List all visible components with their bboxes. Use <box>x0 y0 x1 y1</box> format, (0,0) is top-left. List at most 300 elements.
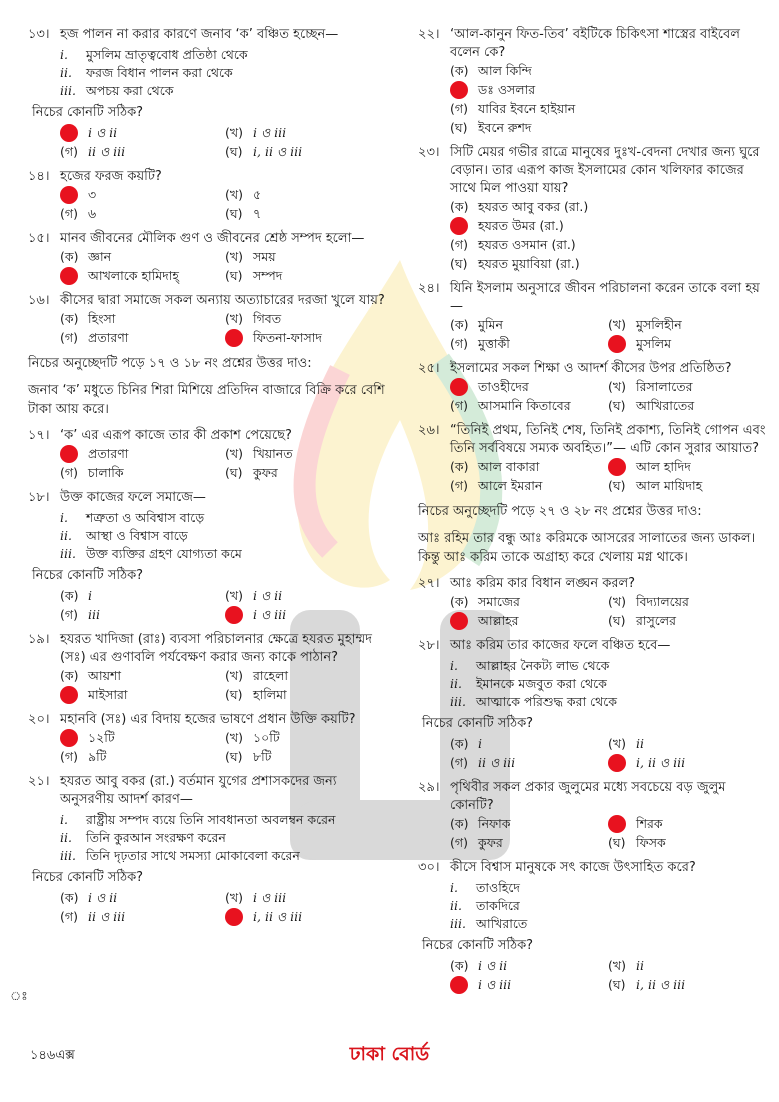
option-ka[interactable] <box>60 667 225 685</box>
option-text: জ্ঞান <box>88 249 112 264</box>
question-number: ২৮। <box>418 638 440 653</box>
question-19 <box>28 631 390 704</box>
statement-numeral: iii. <box>450 694 466 709</box>
question-number: ১৮। <box>28 490 50 505</box>
option-kha[interactable] <box>608 458 766 476</box>
statement-numeral: ii. <box>60 830 72 845</box>
question-text: মহানবি (সঃ) এর বিদায় হজের ভাষণে প্রধান উক্তি কয়টি? <box>60 712 356 727</box>
option-label: (ঘ) <box>608 835 626 850</box>
option-ga[interactable] <box>60 143 225 161</box>
option-label: (গ) <box>450 237 468 252</box>
option-kha[interactable] <box>608 593 766 611</box>
option-label: (ক) <box>450 317 469 332</box>
option-text: আলে ইমরান <box>478 478 543 493</box>
option-label: (খ) <box>225 890 243 905</box>
option-gha[interactable] <box>608 335 766 353</box>
left-column <box>28 26 390 933</box>
question-number: ৩০। <box>418 860 440 875</box>
option-text: i ও iii <box>478 977 512 992</box>
option-label: (ক) <box>450 459 469 474</box>
option-text: ৭ <box>253 206 262 221</box>
option-ka[interactable] <box>60 124 225 142</box>
passage-heading: নিচের অনুচ্ছেদটি পড়ে ১৭ ও ১৮ নং প্রশ্নের উত্তর দাও: <box>28 356 312 371</box>
sub-question: নিচের কোনটি সঠিক? <box>422 716 534 731</box>
question-text: পৃথিবীর সকল প্রকার জুলুমের মধ্যে সবচেয়ে বড় জুলুম কোনটি? <box>450 780 726 813</box>
passage-text: আঃ রহিম তার বন্ধু আঃ করিমকে আসরের সালাতের জন্য ডাকল। কিন্তু আঃ করিম তাকে অগ্রাহ্য করে খেলায় মগ্ন থাকে। <box>418 531 756 565</box>
option-label: (ক) <box>450 63 469 78</box>
option-label: (ক) <box>60 668 79 683</box>
option-label: (গ) <box>60 607 78 622</box>
option-kha[interactable] <box>450 81 766 99</box>
option-kha[interactable] <box>608 378 766 396</box>
option-label: (ঘ) <box>450 256 468 271</box>
statement-text: আত্মাকে পরিশুদ্ধ করা থেকে <box>476 694 617 709</box>
option-ga[interactable] <box>450 834 608 852</box>
option-text: কুফর <box>478 835 503 850</box>
selected-answer-marker <box>60 686 78 704</box>
option-text: আল মায়িদাহ <box>636 478 703 493</box>
question-text: আঃ করিম তার কাজের ফলে বঞ্চিত হবে— <box>450 638 671 653</box>
option-ga[interactable] <box>60 329 225 347</box>
option-text: i, ii ও iii <box>253 909 303 924</box>
passage-heading: নিচের অনুচ্ছেদটি পড়ে ২৭ ও ২৮ নং প্রশ্নের উত্তর দাও: <box>418 504 702 519</box>
statement-numeral: ii. <box>450 898 462 913</box>
option-kha[interactable] <box>450 217 766 235</box>
option-text: i, ii ও iii <box>636 755 686 770</box>
option-text: প্রতারণা <box>88 330 129 345</box>
question-28 <box>418 637 766 772</box>
option-text: প্রতারণা <box>88 446 129 461</box>
option-label: (গ) <box>450 478 468 493</box>
sub-question: নিচের কোনটি সঠিক? <box>32 105 144 120</box>
option-label: (খ) <box>608 317 626 332</box>
option-text: i ও ii <box>88 125 118 140</box>
option-text: নিফাক <box>478 816 511 831</box>
option-text: শিরক <box>636 816 663 831</box>
option-text: ii ও iii <box>88 909 126 924</box>
statement-numeral: i. <box>450 658 458 673</box>
option-label: (গ) <box>450 755 468 770</box>
option-ga[interactable] <box>450 754 608 772</box>
option-label: (ঘ) <box>608 613 626 628</box>
question-16 <box>28 292 390 347</box>
question-text: ইসলামের সকল শিক্ষা ও আদর্শ কীসের উপর প্রতিষ্ঠিত? <box>450 361 732 376</box>
option-text: হিংসা <box>88 311 116 326</box>
option-kha[interactable] <box>608 957 766 975</box>
option-gha[interactable] <box>608 612 766 630</box>
option-kha[interactable] <box>225 248 390 266</box>
statement-numeral: i. <box>450 880 458 895</box>
statement-text: ফরজ বিধান পালন করা থেকে <box>86 65 233 80</box>
option-text: চালাকি <box>88 465 124 480</box>
question-text: “তিনিই প্রথম, তিনিই শেষ, তিনিই প্রকাশ্য, তিনিই গোপন এবং তিনি সর্ববিষয়ে সম্যক অবহিত।”— এটি কোন সুরার আয়াত? <box>450 423 766 456</box>
option-ga[interactable] <box>450 976 608 994</box>
board-name: ঢাকা বোর্ড <box>349 1043 430 1065</box>
option-label: (খ) <box>225 125 243 140</box>
option-ka[interactable] <box>450 458 608 476</box>
question-number: ২৫। <box>418 361 440 376</box>
option-text: মুমিন <box>478 317 503 332</box>
option-gha[interactable] <box>608 397 766 415</box>
option-ka[interactable] <box>60 445 225 463</box>
option-kha[interactable] <box>225 587 390 605</box>
option-ga[interactable] <box>60 464 225 482</box>
question-text: মানব জীবনের মৌলিক গুণ ও জীবনের শ্রেষ্ঠ সম্পদ হলো— <box>60 231 365 246</box>
question-number: ১৬। <box>28 293 50 308</box>
option-ga[interactable] <box>450 100 766 118</box>
option-gha[interactable] <box>225 686 390 704</box>
option-label: (খ) <box>608 594 626 609</box>
selected-answer-marker <box>60 729 78 747</box>
statement-text: আস্থা ও বিশ্বাস বাড়ে <box>86 528 188 543</box>
option-text: খিয়ানত <box>253 446 293 461</box>
selected-answer-marker <box>225 329 243 347</box>
selected-answer-marker <box>450 378 468 396</box>
statement-text: মুসলিম ভ্রাতৃত্ববোধ প্রতিষ্ঠা থেকে <box>86 47 248 62</box>
statement-numeral: i. <box>60 812 68 827</box>
option-text: আয়শা <box>88 668 121 683</box>
option-gha[interactable] <box>225 464 390 482</box>
option-label: (খ) <box>225 588 243 603</box>
option-ga[interactable] <box>450 612 608 630</box>
question-14 <box>28 168 390 223</box>
option-text: মুসলিম <box>636 336 672 351</box>
question-number: ২৬। <box>418 423 440 438</box>
option-label: (খ) <box>608 379 626 394</box>
question-number: ১৪। <box>28 169 50 184</box>
sub-question: নিচের কোনটি সঠিক? <box>422 938 534 953</box>
question-26 <box>418 422 766 495</box>
option-text: রাসুলের <box>636 613 676 628</box>
option-kha[interactable] <box>225 889 390 907</box>
sub-question: নিচের কোনটি সঠিক? <box>32 870 144 885</box>
option-ka[interactable] <box>450 593 608 611</box>
selected-answer-marker <box>225 908 243 926</box>
question-number: ১৫। <box>28 231 50 246</box>
question-text: হজের ফরজ কয়টি? <box>60 169 162 184</box>
question-17 <box>28 427 390 482</box>
option-text: i <box>478 736 482 751</box>
sub-question: নিচের কোনটি সঠিক? <box>32 568 144 583</box>
option-text: মাইসারা <box>88 687 128 702</box>
option-text: রাহেলা <box>253 668 289 683</box>
question-text: ‘ক’ এর এরূপ কাজে তার কী প্রকাশ পেয়েছে? <box>60 428 292 443</box>
option-kha[interactable] <box>608 815 766 833</box>
option-label: (ক) <box>60 588 79 603</box>
option-label: (ঘ) <box>450 120 468 135</box>
option-text: i ও iii <box>253 125 287 140</box>
question-text: হযরত খাদিজা (রাঃ) ব্যবসা পরিচালনার ক্ষেত্রে হযরত মুহাম্মদ (সঃ) এর গুণাবলি পর্যবেক্ষণ করার জন্য কাকে পাঠান? <box>60 632 372 665</box>
option-label: (ক) <box>450 816 469 831</box>
question-27 <box>418 575 766 630</box>
statement-numeral: ii. <box>60 528 72 543</box>
option-label: (খ) <box>225 311 243 326</box>
option-label: (গ) <box>60 909 78 924</box>
option-ka[interactable] <box>450 378 608 396</box>
statement-text: রাষ্ট্রীয় সম্পদ ব্যয়ে তিনি সাবধানতা অবলম্বন করেন <box>86 812 336 827</box>
selected-answer-marker <box>608 815 626 833</box>
selected-answer-marker <box>60 186 78 204</box>
option-text: তাওহীদের <box>478 379 529 394</box>
question-text: সিটি মেয়র গভীর রাত্রে মানুষের দুঃখ-বেদনা দেখার জন্য ঘুরে বেড়ান। তার এরূপ কাজ ইসলামের কোন খলিফার কাজের সাথে মিল পাওয়া যায়? <box>450 145 760 196</box>
question-text: হজ পালন না করার কারণে জনাব ‘ক’ বঞ্চিত হচ্ছেন— <box>60 27 339 42</box>
option-text: হযরত মুয়াবিয়া (রা.) <box>478 256 580 271</box>
option-label: (ঘ) <box>225 465 243 480</box>
option-ga[interactable] <box>60 267 225 285</box>
option-ga[interactable] <box>450 236 766 254</box>
option-label: (ঘ) <box>608 478 626 493</box>
option-gha[interactable] <box>225 205 390 223</box>
option-gha[interactable] <box>225 908 390 926</box>
statement-text: তাওহিদে <box>476 880 520 895</box>
option-label: (গ) <box>60 330 78 345</box>
question-number: ২১। <box>28 774 50 789</box>
question-text: উক্ত কাজের ফলে সমাজে— <box>60 490 206 505</box>
option-gha[interactable] <box>608 477 766 495</box>
question-13 <box>28 26 390 161</box>
question-text: হযরত আবু বকর (রা.) বর্তমান যুগের প্রশাসকদের জন্য অনুসরণীয় আদর্শ কারণ— <box>60 774 337 807</box>
option-ka[interactable] <box>450 198 766 216</box>
option-label: (গ) <box>450 336 468 351</box>
option-label: (গ) <box>450 398 468 413</box>
option-ka[interactable] <box>450 62 766 80</box>
selected-answer-marker <box>450 612 468 630</box>
option-kha[interactable] <box>225 310 390 328</box>
option-kha[interactable] <box>225 445 390 463</box>
option-gha[interactable] <box>225 267 390 285</box>
statement-text: আল্লাহর নৈকট্য লাভ থেকে <box>476 658 610 673</box>
question-number: ২৭। <box>418 576 440 591</box>
option-text: ii ও iii <box>88 144 126 159</box>
option-gha[interactable] <box>225 329 390 347</box>
option-ga[interactable] <box>60 748 225 766</box>
question-number: ১৭। <box>28 428 50 443</box>
option-ga[interactable] <box>450 397 608 415</box>
option-text: iii <box>88 607 100 622</box>
option-ka[interactable] <box>60 729 225 747</box>
option-text: কুফর <box>253 465 278 480</box>
selected-answer-marker <box>450 81 468 99</box>
question-text: ‘আল-কানুন ফিত-তিব’ বইটিকে চিকিৎসা শাস্ত্রের বাইবেল বলেন কে? <box>450 27 740 60</box>
statement-text: তিনি দৃঢ়তার সাথে সমস্যা মোকাবেলা করেন <box>86 848 300 863</box>
option-label: (খ) <box>608 736 626 751</box>
question-29 <box>418 779 766 852</box>
page-code: ১৪৬এক্স <box>30 1048 75 1063</box>
option-ga[interactable] <box>60 205 225 223</box>
option-text: হালিমা <box>253 687 287 702</box>
option-text: মুসলিহীন <box>636 317 682 332</box>
statement-text: আখিরাতে <box>476 916 528 931</box>
option-text: রিসালাতের <box>636 379 693 394</box>
option-ka[interactable] <box>450 735 608 753</box>
right-column <box>418 26 766 1001</box>
option-text: আল্লাহর <box>478 613 519 628</box>
option-text: আল হাদিদ <box>636 459 691 474</box>
option-text: ৬ <box>88 206 97 221</box>
question-18 <box>28 489 390 624</box>
option-label: (খ) <box>225 668 243 683</box>
question-30 <box>418 859 766 994</box>
option-text: i, ii ও iii <box>636 977 686 992</box>
statement-text: শত্রুতা ও অবিশ্বাস বাড়ে <box>86 510 205 525</box>
option-label: (ক) <box>450 594 469 609</box>
option-text: ৯টি <box>88 749 107 764</box>
option-text: আল কিন্দি <box>478 63 532 78</box>
option-gha[interactable] <box>450 255 766 273</box>
option-gha[interactable] <box>225 748 390 766</box>
option-label: (গ) <box>60 206 78 221</box>
statement-numeral: ii. <box>60 65 72 80</box>
selected-answer-marker <box>608 754 626 772</box>
option-label: (ঘ) <box>608 398 626 413</box>
option-text: ৩ <box>88 187 97 202</box>
statement-text: তিনি কুরআন সংরক্ষণ করেন <box>86 830 226 845</box>
question-number: ২০। <box>28 712 50 727</box>
option-label: (ঘ) <box>225 144 243 159</box>
question-text: যিনি ইসলাম অনুসারে জীবন পরিচালনা করেন তাকে বলা হয়— <box>450 281 760 314</box>
option-kha[interactable] <box>225 667 390 685</box>
option-gha[interactable] <box>450 119 766 137</box>
option-text: আখলাকে হামিদাহ্ <box>88 268 179 283</box>
option-text: i ও ii <box>88 890 118 905</box>
statement-numeral: iii. <box>60 83 76 98</box>
option-ga[interactable] <box>450 335 608 353</box>
selected-answer-marker <box>60 124 78 142</box>
option-ga[interactable] <box>60 908 225 926</box>
option-label: (ঘ) <box>225 206 243 221</box>
passage-text: জনাব ‘ক’ মধুতে চিনির শিরা মিশিয়ে প্রতিদিন বাজারে বিক্রি করে বেশি টাকা আয় করে। <box>28 383 385 417</box>
option-label: (ঘ) <box>608 977 626 992</box>
option-kha[interactable] <box>608 316 766 334</box>
option-gha[interactable] <box>225 143 390 161</box>
option-text: সম্পদ <box>253 268 283 283</box>
option-text: সময় <box>253 249 276 264</box>
option-text: i, ii ও iii <box>253 144 303 159</box>
option-text: ii <box>636 958 644 973</box>
question-text: আঃ করিম কার বিধান লঙ্ঘন করল? <box>450 576 636 591</box>
option-kha[interactable] <box>225 124 390 142</box>
selected-answer-marker <box>608 335 626 353</box>
option-label: (ঘ) <box>225 687 243 702</box>
option-kha[interactable] <box>608 735 766 753</box>
question-text: কীসের দ্বারা সমাজে সকল অন্যায় অত্যাচারের দরজা খুলে যায়? <box>60 293 385 308</box>
option-ka[interactable] <box>60 186 225 204</box>
option-text: হযরত আবু বকর (রা.) <box>478 199 589 214</box>
option-gha[interactable] <box>608 976 766 994</box>
question-number: ২৯। <box>418 780 440 795</box>
option-label: (গ) <box>450 835 468 850</box>
option-text: i ও iii <box>253 890 287 905</box>
statement-text: উক্ত ব্যক্তির গ্রহণ যোগ্যতা কমে <box>86 546 242 561</box>
statement-numeral: iii. <box>60 546 76 561</box>
option-ga[interactable] <box>450 477 608 495</box>
option-ka[interactable] <box>60 889 225 907</box>
question-23 <box>418 144 766 273</box>
option-text: আল বাকারা <box>478 459 540 474</box>
option-ka[interactable] <box>60 248 225 266</box>
option-label: (খ) <box>608 958 626 973</box>
option-label: (খ) <box>225 187 243 202</box>
option-label: (খ) <box>225 446 243 461</box>
option-text: ৮টি <box>253 749 272 764</box>
option-text: ফিতনা-ফাসাদ <box>253 330 322 345</box>
question-21 <box>28 773 390 926</box>
margin-mark: ঃ <box>10 989 28 1003</box>
option-text: ১০টি <box>253 730 280 745</box>
option-gha[interactable] <box>225 606 390 624</box>
option-ga[interactable] <box>60 686 225 704</box>
option-ka[interactable] <box>450 316 608 334</box>
option-kha[interactable] <box>225 186 390 204</box>
option-text: হযরত উমর (রা.) <box>478 218 564 233</box>
question-number: ১৩। <box>28 27 50 42</box>
statement-text: ইমানকে মজবুত করা থেকে <box>476 676 607 691</box>
option-text: হযরত ওসমান (রা.) <box>478 237 576 252</box>
option-ka[interactable] <box>60 310 225 328</box>
question-24 <box>418 280 766 353</box>
statement-text: অপচয় করা থেকে <box>86 83 174 98</box>
option-label: (ক) <box>450 736 469 751</box>
statement-text: তাকদিরে <box>476 898 520 913</box>
option-text: ii <box>636 736 644 751</box>
question-22 <box>418 26 766 137</box>
option-ka[interactable] <box>450 815 608 833</box>
option-text: ডঃ ওসলার <box>478 82 536 97</box>
option-kha[interactable] <box>225 729 390 747</box>
statement-numeral: i. <box>60 47 68 62</box>
question-number: ১৯। <box>28 632 50 647</box>
question-20 <box>28 711 390 766</box>
statement-numeral: iii. <box>450 916 466 931</box>
option-label: (গ) <box>450 101 468 116</box>
option-label: (খ) <box>225 730 243 745</box>
option-text: i ও ii <box>253 588 283 603</box>
option-ga[interactable] <box>60 606 225 624</box>
option-text: ১২টি <box>88 730 115 745</box>
selected-answer-marker <box>450 217 468 235</box>
question-15 <box>28 230 390 285</box>
statement-numeral: i. <box>60 510 68 525</box>
option-label: (ক) <box>450 958 469 973</box>
option-text: বিদ্যালয়ের <box>636 594 689 609</box>
option-text: ইবনে রুশদ <box>478 120 532 135</box>
option-text: যাবির ইবনে হাইয়ান <box>478 101 576 116</box>
option-gha[interactable] <box>608 834 766 852</box>
option-text: i <box>88 588 92 603</box>
selected-answer-marker <box>225 606 243 624</box>
option-label: (ক) <box>60 249 79 264</box>
option-gha[interactable] <box>608 754 766 772</box>
statement-numeral: ii. <box>450 676 462 691</box>
option-text: সমাজের <box>478 594 520 609</box>
selected-answer-marker <box>608 458 626 476</box>
option-text: i ও ii <box>478 958 508 973</box>
question-number: ২৪। <box>418 281 440 296</box>
option-label: (ঘ) <box>225 268 243 283</box>
selected-answer-marker <box>60 267 78 285</box>
option-label: (ঘ) <box>225 749 243 764</box>
option-label: (খ) <box>225 249 243 264</box>
option-text: মুত্তাকী <box>478 336 510 351</box>
option-label: (গ) <box>60 465 78 480</box>
option-text: ৫ <box>253 187 262 202</box>
question-text: কীসে বিশ্বাস মানুষকে সৎ কাজে উৎসাহিত করে? <box>450 860 696 875</box>
selected-answer-marker <box>60 445 78 463</box>
option-ka[interactable] <box>450 957 608 975</box>
option-text: i ও iii <box>253 607 287 622</box>
option-text: আখিরাতের <box>636 398 695 413</box>
option-ka[interactable] <box>60 587 225 605</box>
